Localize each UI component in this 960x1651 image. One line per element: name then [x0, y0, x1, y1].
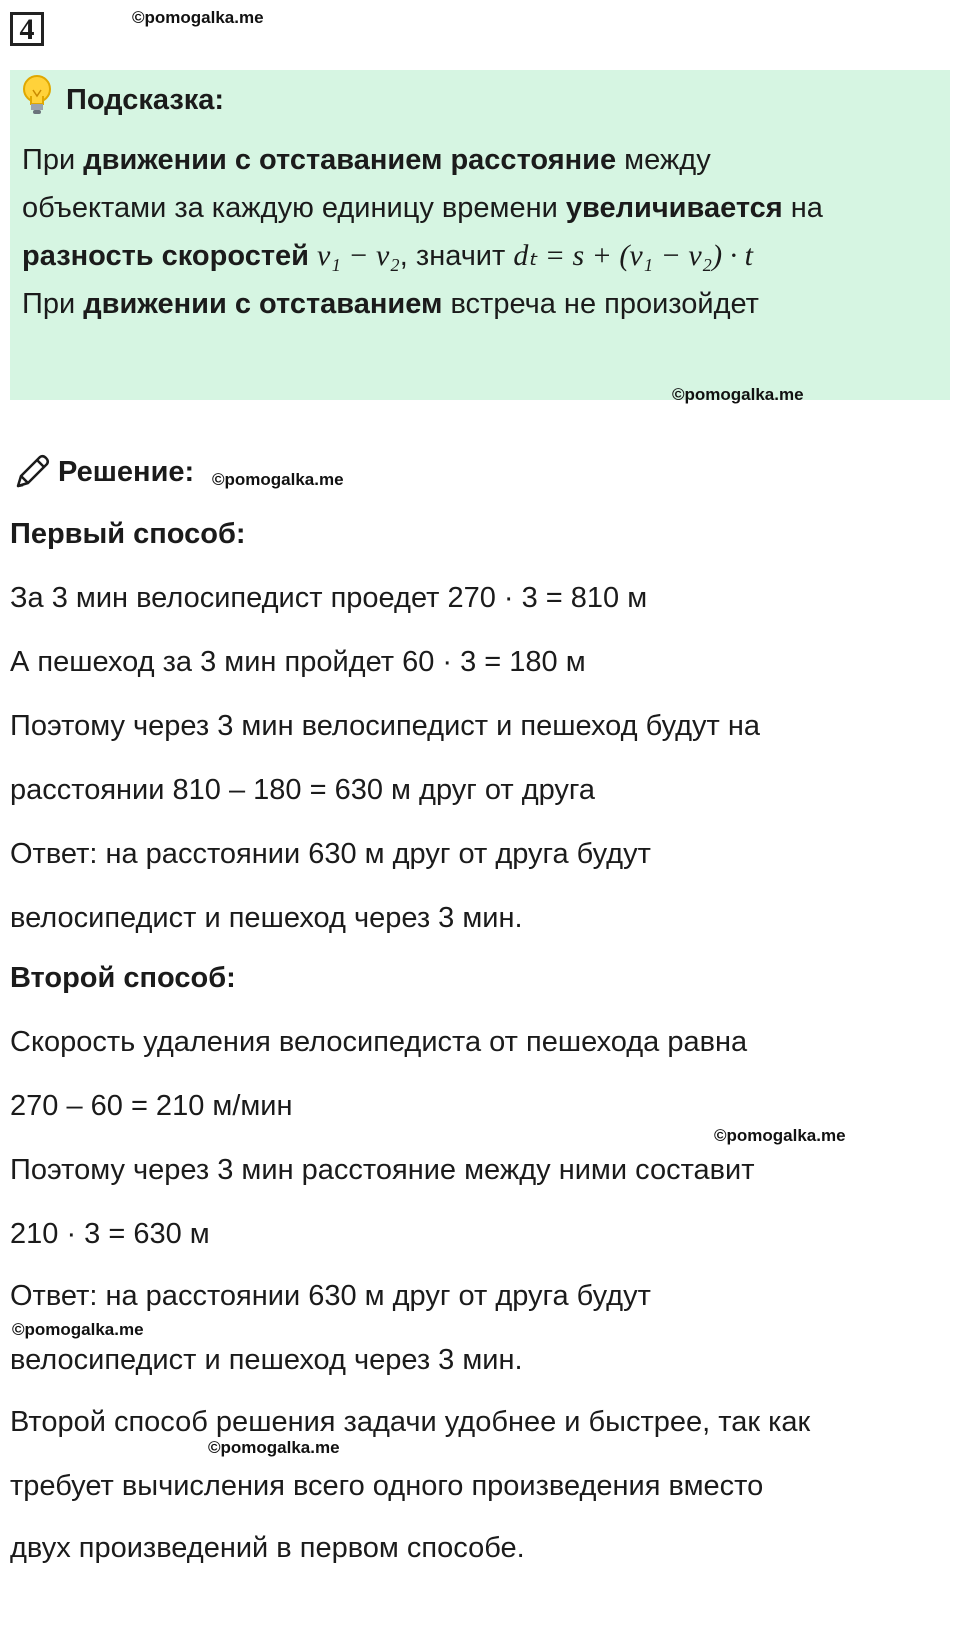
task-number: 4 [10, 12, 44, 46]
hint-line-1: При движении с отставанием расстояние между [22, 144, 711, 176]
hint-line-2: объектами за каждую единицу времени увеличивается на [22, 192, 823, 224]
second-method-answer: велосипедист и пешеход через 3 мин. [10, 1344, 523, 1376]
first-method-line: Поэтому через 3 мин велосипедист и пешеход будут на [10, 710, 761, 742]
watermark: ©pomogalka.me [212, 470, 344, 489]
second-method-line: 270 – 60 = 210 м/мин [10, 1090, 293, 1122]
second-method-line: Скорость удаления велосипедиста от пешехода равна [10, 1026, 748, 1058]
conclusion-line: двух произведений в первом способе. [10, 1532, 525, 1564]
watermark: ©pomogalka.me [132, 8, 264, 27]
hint-line-3: разность скоростей v₁ − v₂, значит dₜ = s + (v₁ − v₂) · t [22, 239, 753, 272]
second-method-title: Второй способ: [10, 962, 236, 994]
solution-title: Решение: [58, 456, 195, 488]
second-method-line: Поэтому через 3 мин расстояние между ними составит [10, 1154, 755, 1186]
first-method-line: А пешеход за 3 мин пройдет 60 · 3 = 180 м [10, 646, 586, 678]
hint-title: Подсказка: [66, 84, 225, 116]
hint-line-4: При движении с отставанием встреча не произойдет [22, 288, 759, 320]
watermark: ©pomogalka.me [12, 1320, 144, 1339]
distance-formula: dₜ = s + (v₁ − v₂) · t [513, 239, 753, 272]
first-method-title: Первый способ: [10, 518, 246, 550]
pencil-icon [12, 452, 52, 492]
second-method-answer: Ответ: на расстоянии 630 м друг от друга будут [10, 1280, 651, 1312]
watermark: ©pomogalka.me [714, 1126, 846, 1145]
watermark: ©pomogalka.me [672, 385, 804, 404]
first-method-line: расстоянии 810 – 180 = 630 м друг от друга [10, 774, 595, 806]
conclusion-line: Второй способ решения задачи удобнее и быстрее, так как [10, 1406, 811, 1438]
speed-difference-formula: v₁ − v₂ [317, 239, 400, 272]
conclusion-line: требует вычисления всего одного произведения вместо [10, 1470, 764, 1502]
second-method-line: 210 · 3 = 630 м [10, 1218, 210, 1250]
first-method-answer: Ответ: на расстоянии 630 м друг от друга будут [10, 838, 651, 870]
lightbulb-icon [20, 74, 54, 116]
watermark: ©pomogalka.me [208, 1438, 340, 1457]
first-method-answer: велосипедист и пешеход через 3 мин. [10, 902, 523, 934]
first-method-line: За 3 мин велосипедист проедет 270 · 3 = 810 м [10, 582, 648, 614]
